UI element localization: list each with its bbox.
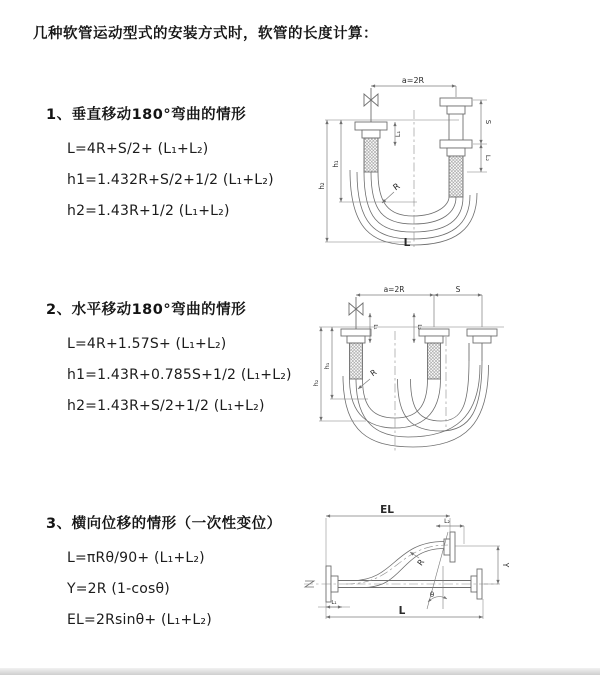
sec1-formula-h1: h1=1.432R+S/2+1/2 (L₁+L₂)	[67, 172, 274, 188]
dim-label-h2: h₂	[312, 379, 320, 387]
dim-label-l2: L₂	[484, 154, 492, 162]
left-flange	[355, 122, 387, 138]
braided-hose-left	[350, 343, 363, 379]
sec1-formula-L: L=4R+S/2+ (L₁+L₂)	[67, 141, 209, 157]
dim-label-l1: L₁	[331, 600, 337, 606]
dim-label-r: R	[368, 367, 379, 379]
sec2-formula-h2: h2=1.43R+S/2+1/2 (L₁+L₂)	[67, 398, 265, 414]
dim-label-s: S	[455, 285, 461, 294]
dim-label-a2r: a=2R	[383, 285, 405, 294]
right-flange	[467, 329, 497, 343]
dim-label-l1: L₁	[372, 324, 378, 330]
section-3-heading: 3、横向位移的情形（一次性变位）	[46, 516, 282, 532]
dim-label-s: S	[484, 119, 492, 125]
dim-label-l: L	[403, 237, 411, 249]
centerline-curve	[346, 545, 448, 584]
section-3-formulas	[46, 543, 308, 636]
u-bend-hoses	[343, 361, 489, 447]
sec3-formula-L: L=πRθ/90+ (L₁+L₂)	[67, 550, 205, 566]
dim-label-theta: θ	[429, 591, 435, 599]
page-title: 几种软管运动型式的安装方式时，软管的长度计算：	[33, 26, 378, 42]
section-1-heading: 1、垂直移动180°弯曲的情形	[46, 107, 247, 123]
dim-label-y: Y	[501, 562, 510, 568]
dim-label-h1: h₁	[323, 362, 331, 370]
dim-label-el: EL	[380, 504, 394, 516]
dim-label-a2r: a=2R	[401, 76, 425, 85]
sec1-formula-h2: h2=1.43R+1/2 (L₁+L₂)	[67, 203, 230, 219]
diagram-vertical-180-bend	[311, 72, 593, 258]
section-3	[46, 512, 308, 636]
sec2-formula-L: L=4R+1.57S+ (L₁+L₂)	[67, 336, 227, 352]
section-1-formulas	[46, 134, 308, 227]
middle-flange	[419, 329, 449, 343]
right-flange-lower	[440, 140, 472, 156]
dim-label-h2: h₂	[318, 182, 326, 190]
diagram-lateral-displacement	[298, 496, 600, 666]
dim-label-l1: L₁	[394, 130, 402, 138]
section-2-heading: 2、水平移动180°弯曲的情形	[46, 302, 247, 318]
section-2	[46, 298, 308, 422]
dim-label-r: R	[415, 557, 427, 568]
sec3-formula-EL: EL=2Rsinθ+ (L₁+L₂)	[67, 612, 212, 628]
scan-edge-shadow	[0, 668, 600, 675]
dim-label-l: L	[398, 605, 406, 617]
sec3-formula-Y: Y=2R (1-cosθ)	[67, 581, 170, 597]
dim-label-r: R	[391, 181, 403, 194]
dim-label-h1: h₁	[332, 160, 340, 168]
diagram-horizontal-180-bend	[308, 281, 600, 457]
top-flange	[444, 532, 455, 562]
dim-label-l2: L₂	[444, 518, 450, 525]
braided-hose-left	[364, 138, 378, 172]
dim-label-l2: L₂	[416, 324, 422, 330]
braided-hose-middle	[428, 343, 441, 379]
braided-hose-right	[449, 156, 463, 197]
section-2-formulas	[46, 329, 308, 422]
section-1	[46, 103, 308, 227]
right-flange-top	[440, 98, 472, 114]
sec2-formula-h1: h1=1.43R+0.785S+1/2 (L₁+L₂)	[67, 367, 292, 383]
left-flange	[341, 329, 371, 343]
